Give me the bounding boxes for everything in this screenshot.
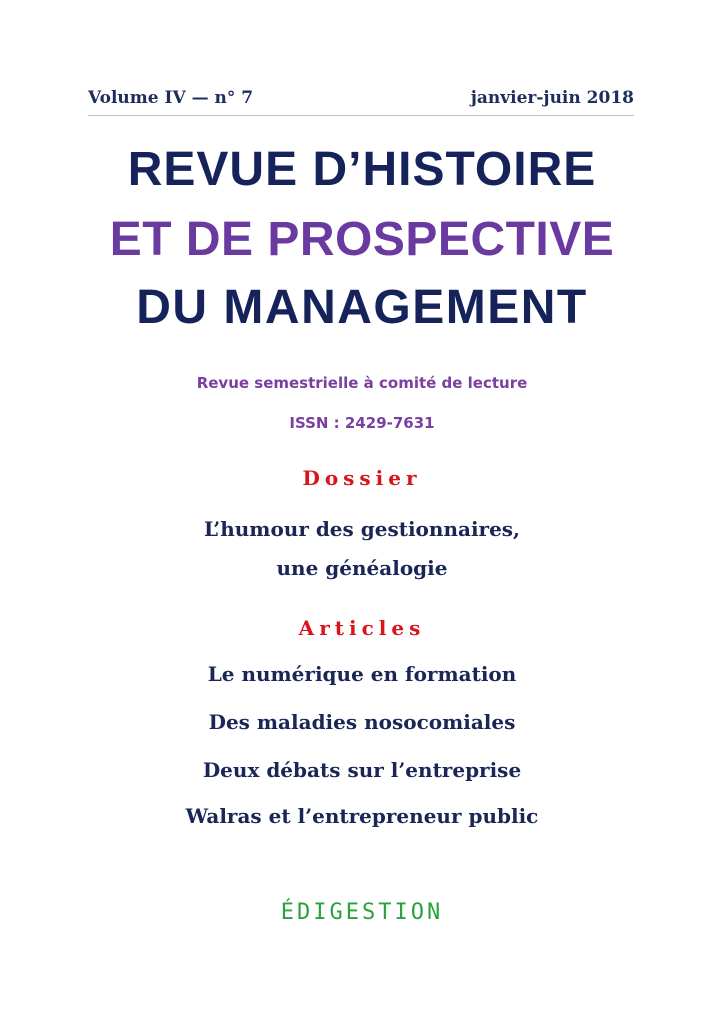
header-divider [88, 115, 634, 116]
dossier-title-line-2: une généalogie [276, 556, 448, 580]
issue-info [88, 88, 634, 114]
title-line-3: DU MANAGEMENT [136, 281, 588, 334]
article-item: Des maladies nosocomiales [208, 710, 516, 734]
publisher-logo: ÉDIGESTION [280, 900, 444, 925]
article-item: Le numérique en formation [207, 662, 517, 686]
title-line-1: REVUE D’HISTOIRE [127, 143, 597, 196]
issn: ISSN : 2429-7631 [289, 414, 435, 432]
issue-date: janvier-juin 2018 [470, 88, 634, 108]
dossier-title-line-1: L’humour des gestionnaires, [203, 517, 521, 541]
articles-heading: Articles [298, 616, 426, 640]
title-line-2: ET DE PROSPECTIVE [109, 213, 615, 266]
article-item: Deux débats sur l’entreprise [202, 758, 522, 782]
volume-number: Volume IV — n° 7 [88, 88, 254, 108]
dossier-heading: Dossier [302, 466, 422, 490]
journal-description: Revue semestrielle à comité de lecture [196, 374, 528, 392]
article-item: Walras et l’entrepreneur public [185, 804, 539, 828]
